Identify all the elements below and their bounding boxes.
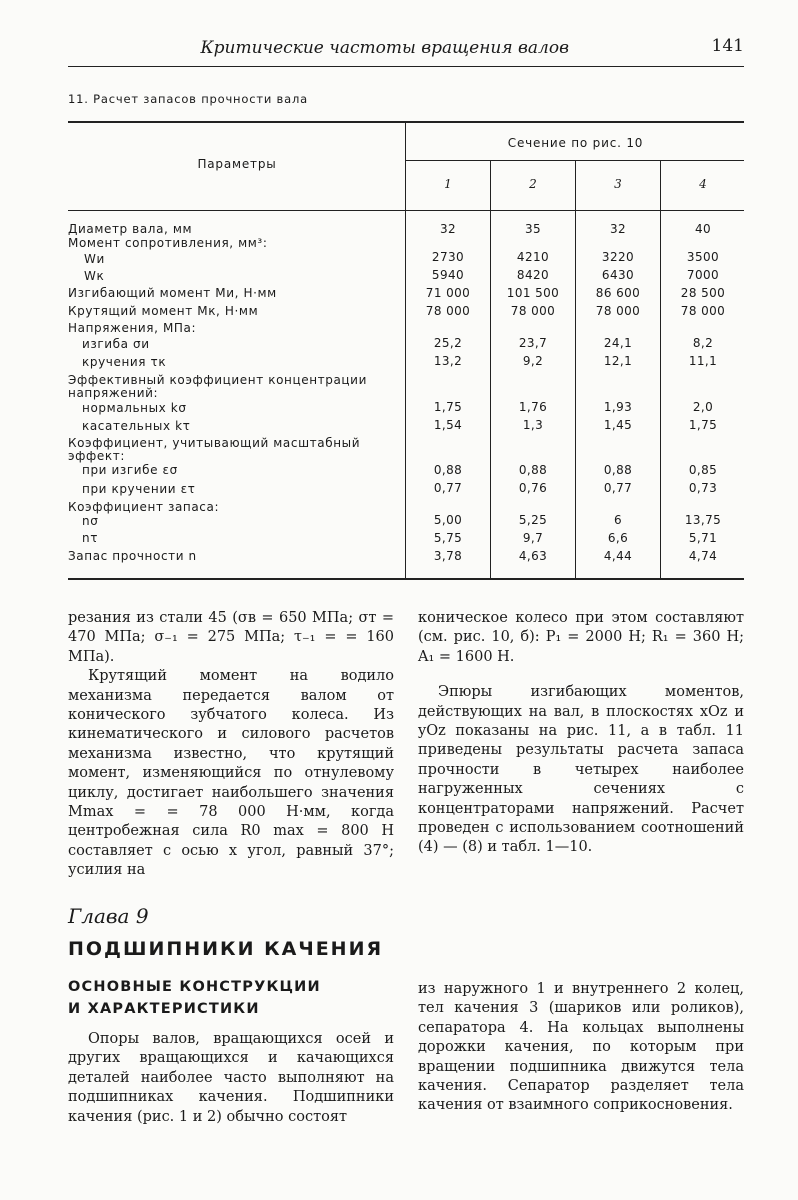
cell: 5,00 <box>433 513 463 527</box>
cell: 0,77 <box>433 481 463 495</box>
row-label: Эффективный коэффициент концентрации <box>68 373 367 387</box>
cell: 0,88 <box>518 463 548 477</box>
cell: 0,85 <box>688 463 718 477</box>
cell: 2730 <box>431 250 465 264</box>
cell: 0,73 <box>688 481 718 495</box>
page-number: 141 <box>711 36 744 56</box>
row-label: эффект: <box>68 449 125 463</box>
table-top-rule <box>68 121 744 123</box>
cell: 1,76 <box>518 400 548 414</box>
section-number-4: 4 <box>699 177 707 191</box>
parameters-header: Параметры <box>197 157 277 171</box>
row-label: Wк <box>84 269 105 283</box>
cell: 23,7 <box>518 336 548 350</box>
row-label: Диаметр вала, мм <box>68 222 193 236</box>
row-label: при изгибе εσ <box>82 463 178 477</box>
paragraph: Крутящий момент на водило механизма передается валом от конического зубчатого колеса. Из кинематического и силового расчетов механизма известно, что крутящий момент, изменяющийся по отнулевому циклу, достигает наибольшего значения Mmax = = 78 000 Н·мм, когда центробежная сила R0 max = 800 Н составляет с осью x угол, равный 37°; усилия на <box>68 668 394 879</box>
paragraph: коническое колесо при этом составляют (см. рис. 10, б): P₁ = 2000 Н; R₁ = 360 Н; A₁ = 1600 Н. <box>418 610 744 665</box>
cell: 3220 <box>601 250 635 264</box>
chapter-right-text <box>418 980 744 1116</box>
row-label: Крутящий момент Mк, Н·мм <box>68 304 259 318</box>
cell: 3500 <box>686 250 720 264</box>
cell: 78 000 <box>425 304 471 318</box>
cell: 0,88 <box>603 463 633 477</box>
table-bottom-rule <box>68 578 744 580</box>
header-bottom-rule <box>68 210 744 211</box>
cell: 11,1 <box>688 354 718 368</box>
cell: 101 500 <box>506 286 560 300</box>
chapter-left-text <box>68 1030 394 1127</box>
cell: 71 000 <box>425 286 471 300</box>
cell: 9,2 <box>522 354 544 368</box>
page-header <box>68 36 744 67</box>
row-label: Wи <box>84 252 105 266</box>
cell: 0,88 <box>433 463 463 477</box>
row-label: Коэффициент, учитывающий масштабный <box>68 436 361 450</box>
section-number-1: 1 <box>444 177 452 191</box>
cell: 2,0 <box>692 400 714 414</box>
right-column-text <box>418 609 744 858</box>
row-label: nσ <box>82 514 99 528</box>
row-label: при кручении ετ <box>82 482 196 496</box>
row-label: Напряжения, МПа: <box>68 321 197 335</box>
cell: 12,1 <box>603 354 633 368</box>
cell: 28 500 <box>680 286 726 300</box>
cell: 1,93 <box>603 400 633 414</box>
cell: 5,75 <box>433 531 463 545</box>
paragraph: Эпюры изгибающих моментов, действующих на вал, в плоскостях xOz и yOz показаны на рис. 11, а в табл. 11 приведены результаты расчета запаса прочности в четырех наиболее нагруженных сечениях с концентраторами напряжений. Расчет проведен с использованием соотношений (4) — (8) и табл. 1—10. <box>418 684 744 856</box>
row-label: касательных kτ <box>82 419 191 433</box>
chapter-label: Глава 9 <box>68 904 149 928</box>
cell: 86 600 <box>595 286 641 300</box>
cell: 0,76 <box>518 481 548 495</box>
cell: 35 <box>524 222 542 236</box>
cell: 13,75 <box>684 513 722 527</box>
cell: 9,7 <box>522 531 544 545</box>
cell: 4,74 <box>688 549 718 563</box>
row-label: Запас прочности n <box>68 549 197 563</box>
row-label: напряжений: <box>68 386 159 400</box>
subsection-title-line: И ХАРАКТЕРИСТИКИ <box>68 1001 260 1017</box>
cell: 1,54 <box>433 418 463 432</box>
paragraph: резания из стали 45 (σв = 650 МПа; σт = 470 МПа; σ₋₁ = 275 МПа; τ₋₁ = = 160 МПа). <box>68 610 394 665</box>
row-label: Момент сопротивления, мм³: <box>68 236 268 250</box>
row-label: изгиба σи <box>82 337 150 351</box>
section-header: Сечение по рис. 10 <box>507 136 644 150</box>
cell: 78 000 <box>510 304 556 318</box>
running-title: Критические частоты вращения валов <box>200 38 569 58</box>
cell: 25,2 <box>433 336 463 350</box>
cell: 1,75 <box>433 400 463 414</box>
subsection-title-line: ОСНОВНЫЕ КОНСТРУКЦИИ <box>68 979 321 995</box>
cell: 78 000 <box>680 304 726 318</box>
row-label: Коэффициент запаса: <box>68 500 220 514</box>
cell: 8,2 <box>692 336 714 350</box>
cell: 1,45 <box>603 418 633 432</box>
cell: 4210 <box>516 250 550 264</box>
row-label: нормальных kσ <box>82 401 187 415</box>
cell: 6430 <box>601 268 635 282</box>
cell: 1,3 <box>522 418 544 432</box>
section-number-3: 3 <box>614 177 622 191</box>
table-caption: 11. Расчет запасов прочности вала <box>68 92 308 106</box>
cell: 5,25 <box>518 513 548 527</box>
cell: 6,6 <box>607 531 629 545</box>
cell: 4,44 <box>603 549 633 563</box>
row-label: Изгибающий момент Mи, Н·мм <box>68 286 277 300</box>
chapter-title: ПОДШИПНИКИ КАЧЕНИЯ <box>68 938 384 960</box>
cell: 0,77 <box>603 481 633 495</box>
cell: 7000 <box>686 268 720 282</box>
cell: 24,1 <box>603 336 633 350</box>
subsection-title <box>68 976 321 1020</box>
cell: 78 000 <box>595 304 641 318</box>
cell: 5,71 <box>688 531 718 545</box>
cell: 1,75 <box>688 418 718 432</box>
cell: 6 <box>613 513 623 527</box>
cell: 4,63 <box>518 549 548 563</box>
paragraph: Опоры валов, вращающихся осей и других вращающихся и качающихся деталей наиболее часто выполняют на подшипниках качения. Подшипники качения (рис. 1 и 2) обычно состоят <box>68 1031 394 1125</box>
cell: 8420 <box>516 268 550 282</box>
cell: 40 <box>694 222 712 236</box>
cell: 32 <box>609 222 627 236</box>
section-number-2: 2 <box>529 177 537 191</box>
left-column-text <box>68 609 394 881</box>
paragraph: из наружного 1 и внутреннего 2 колец, тел качения 3 (шариков или роликов), сепаратора 4. На кольцах выполнены дорожки качения, по которым при вращении подшипника движутся тела качения. Сепаратор разделяет тела качения от взаимного соприкосновения. <box>418 981 744 1114</box>
cell: 32 <box>439 222 457 236</box>
cell: 5940 <box>431 268 465 282</box>
cell: 3,78 <box>433 549 463 563</box>
cell: 13,2 <box>433 354 463 368</box>
row-label: кручения τк <box>82 355 167 369</box>
row-label: nτ <box>82 531 99 545</box>
